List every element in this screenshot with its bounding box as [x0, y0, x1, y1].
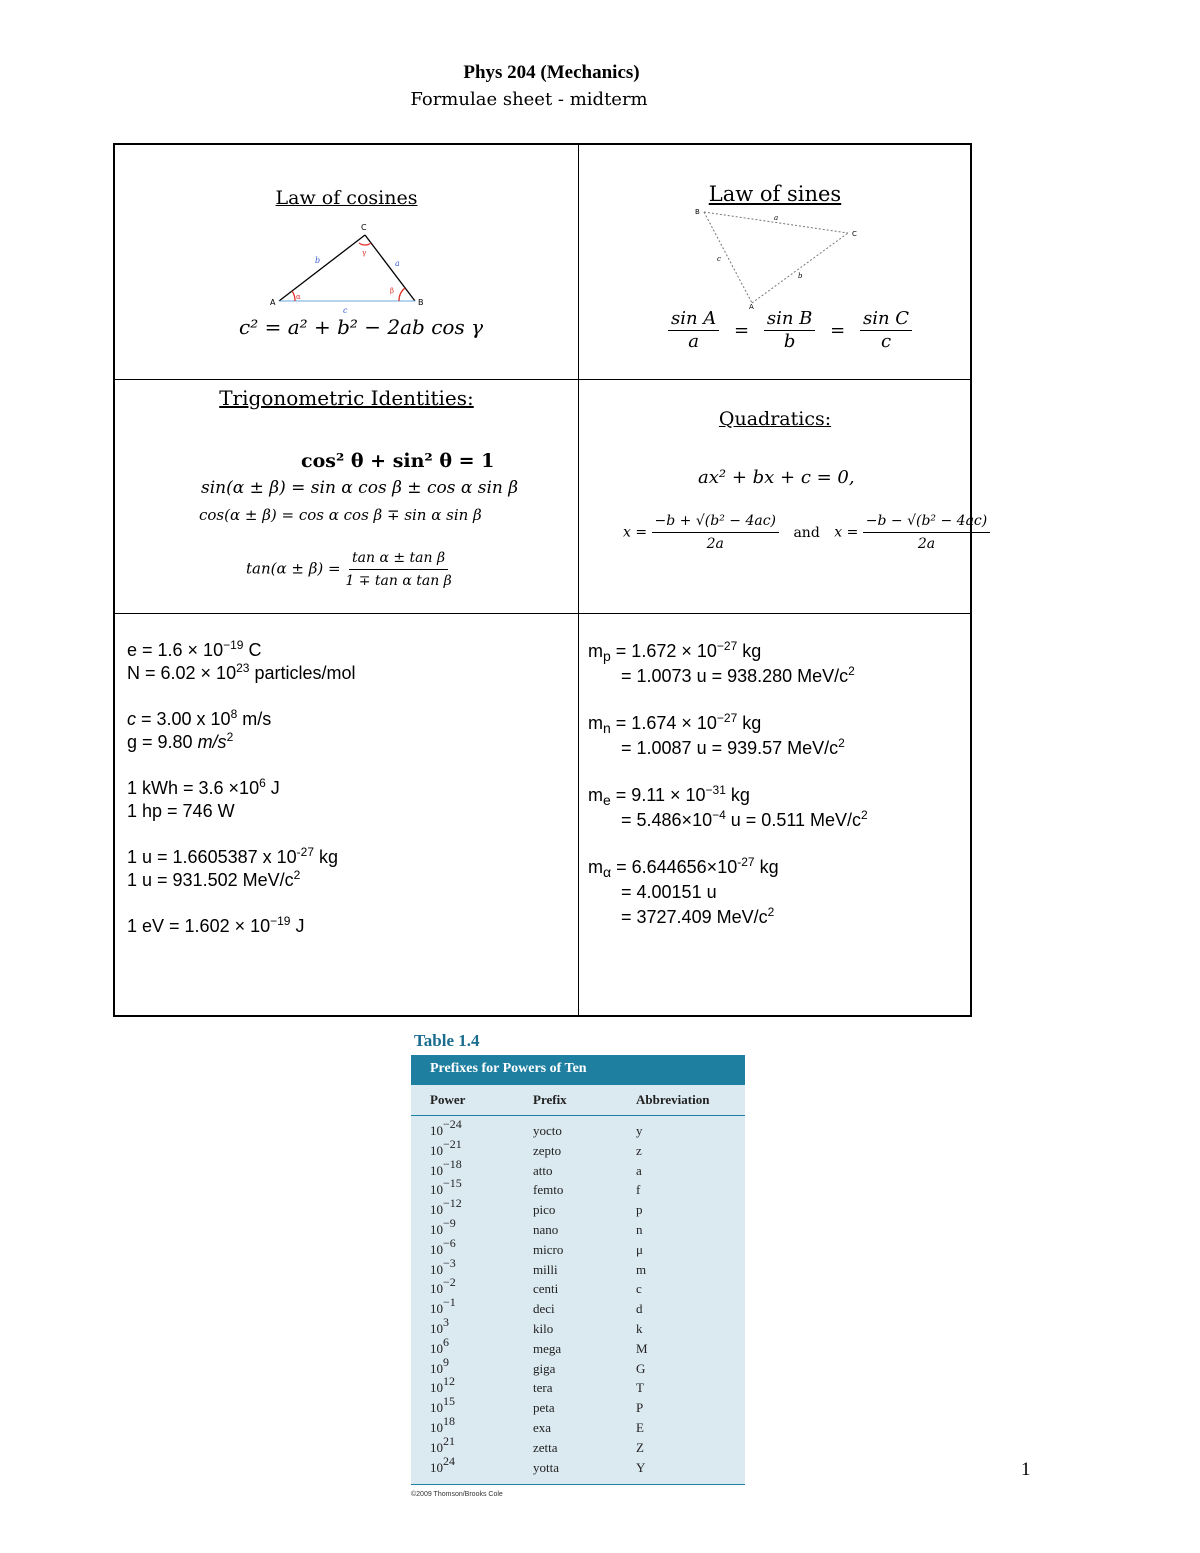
power-cell: $10^{-15}$: [430, 1176, 462, 1198]
table-row: [411, 1196, 745, 1220]
abbreviation-cell: d: [636, 1301, 643, 1317]
mp-value: = 1.672 × 10: [610, 641, 717, 661]
me-line2-exp: 2: [861, 808, 868, 822]
sines-cell: [578, 145, 972, 379]
sines-frac-b: [764, 308, 816, 353]
trig-tan-den: 1 ∓ tan α tan β: [345, 573, 452, 589]
me-line2-pre: = 5.486×10: [621, 810, 713, 830]
abbreviation-cell: G: [636, 1360, 646, 1376]
const-avogadro: [127, 662, 355, 685]
const-kwh-exp: 6: [259, 776, 266, 790]
const-u1-value: 1 u = 1.6605387 x 10: [127, 847, 297, 867]
power-cell: $10^3$: [430, 1314, 449, 1336]
sines-den-c: c: [880, 331, 892, 352]
power-cell: $10^{-12}$: [430, 1196, 462, 1218]
table-row: [411, 1295, 745, 1319]
root1-den: 2a: [706, 536, 724, 552]
table-row: [411, 1453, 745, 1478]
power-cell: $10^{21}$: [430, 1433, 455, 1455]
vertex-C-label: C: [361, 223, 367, 232]
me-sub: e: [603, 792, 611, 808]
trig-cos-sum: cos(α ± β) = cos α cos β ∓ sin α sin β: [199, 506, 482, 524]
angle-alpha-label: α: [296, 293, 301, 301]
const-electron-volt: [127, 915, 355, 938]
root2-den: 2a: [917, 536, 936, 552]
trig-tan-num: tan α ± tan β: [349, 547, 448, 570]
prefix-table-body: [411, 1085, 745, 1485]
const-u1-unit: kg: [314, 847, 339, 867]
angle-beta-label: β: [390, 287, 395, 295]
prefix-cell: tera: [533, 1380, 553, 1396]
const-e-value: e = 1.6 × 10: [127, 640, 224, 660]
sines-num-c: sin C: [860, 308, 912, 331]
header-power: Power: [430, 1092, 466, 1107]
sines-formula: [668, 308, 912, 353]
sines-side-b-label: b: [798, 272, 803, 280]
table-row: [411, 1413, 745, 1438]
const-proton-mass: [588, 639, 868, 664]
grid-divider-row2: [115, 613, 970, 614]
abbreviation-cell: μ: [636, 1241, 643, 1257]
const-e-unit: C: [243, 640, 262, 660]
trig-sin-sum: sin(α ± β) = sin α cos β ± cos α sin β: [201, 478, 519, 498]
mp-symbol: m: [588, 641, 603, 661]
me-line2-mid-exp: −4: [712, 808, 726, 822]
root1-frac: [652, 510, 779, 555]
abbreviation-cell: M: [636, 1340, 648, 1356]
prefix-table-rows: [411, 1116, 745, 1477]
prefix-cell: pico: [533, 1202, 556, 1218]
sines-den-b: b: [783, 331, 796, 352]
power-cell: $10^{24}$: [430, 1453, 455, 1475]
table-row: [411, 1235, 745, 1260]
quadratics-cell: [578, 379, 988, 613]
sines-heading: Law of sines: [708, 182, 842, 206]
const-g-exp: 2: [226, 730, 234, 744]
prefix-table-header: [411, 1085, 745, 1116]
me-unit: kg: [725, 785, 750, 805]
constants-left: [127, 639, 355, 938]
mn-sub: n: [603, 720, 611, 736]
prefix-cell: yocto: [533, 1123, 562, 1138]
const-alpha-mass: [588, 855, 868, 880]
power-cell: $10^{-21}$: [430, 1136, 462, 1158]
trig-pythagorean: cos² θ + sin² θ = 1: [301, 450, 495, 472]
abbreviation-cell: p: [636, 1202, 643, 1218]
trig-cell: [115, 379, 578, 613]
sines-den-a: a: [688, 331, 700, 352]
mn-unit: kg: [737, 713, 762, 733]
table-row: [411, 1394, 745, 1418]
const-u2-value: 1 u = 931.502 MeV/c: [127, 870, 294, 890]
prefix-cell: peta: [533, 1400, 555, 1416]
prefix-cell: mega: [533, 1340, 562, 1356]
const-neutron-mass: [588, 711, 868, 736]
const-c-unit: m/s: [237, 709, 272, 729]
prefix-table-caption: Table 1.4: [414, 1031, 480, 1050]
ma-line3: = 3727.409 MeV/c: [621, 907, 768, 927]
root2-num: −b − √(b² − 4ac): [863, 510, 990, 533]
prefix-cell: giga: [533, 1360, 556, 1376]
quadratic-roots: [623, 510, 990, 555]
mn-symbol: m: [588, 713, 603, 733]
prefix-table-title-band: Prefixes for Powers of Ten: [411, 1055, 745, 1085]
mn-exp: −27: [716, 711, 738, 725]
angle-gamma-label: γ: [362, 249, 367, 257]
const-alpha-mass-u: = 4.00151 u: [621, 882, 717, 902]
abbreviation-cell: c: [636, 1281, 642, 1297]
me-symbol: m: [588, 785, 603, 805]
vertex-A-label: A: [270, 298, 276, 307]
abbreviation-cell: a: [636, 1162, 642, 1178]
sines-num-a: sin A: [668, 308, 719, 331]
cosines-heading: Law of cosines: [275, 187, 418, 209]
mp-line2: = 1.0073 u = 938.280 MeV/c: [621, 666, 849, 686]
power-cell: $10^{-3}$: [430, 1255, 456, 1277]
sines-vertex-C-label: C: [852, 230, 857, 238]
abbreviation-cell: y: [636, 1123, 643, 1138]
const-u1-exp: -27: [296, 845, 314, 859]
mn-line2-exp: 2: [838, 736, 845, 750]
mn-value: = 1.674 × 10: [610, 713, 717, 733]
const-e-exp: −19: [223, 638, 244, 652]
const-alpha-mass-energy: [588, 905, 868, 930]
const-speed-of-light: [127, 708, 355, 731]
table-row: [411, 1354, 745, 1379]
root2-x-eq: x =: [834, 524, 859, 541]
const-hp: 1 hp = 746 W: [127, 801, 235, 821]
prefix-table-credit: ©2009 Thomson/Brooks Cole: [411, 1491, 503, 1498]
const-ev-value: 1 eV = 1.602 × 10: [127, 916, 271, 936]
ma-sub: α: [603, 864, 612, 880]
side-a-label: a: [395, 259, 400, 268]
abbreviation-cell: T: [636, 1380, 644, 1396]
root2-frac: [863, 510, 990, 555]
page-title: Phys 204 (Mechanics): [463, 62, 640, 83]
power-cell: $10^{15}$: [430, 1394, 455, 1416]
abbreviation-cell: z: [636, 1142, 642, 1158]
power-cell: $10^{-18}$: [430, 1156, 462, 1178]
mn-line2: = 1.0087 u = 939.57 MeV/c: [621, 738, 839, 758]
prefix-table: [411, 1031, 745, 1498]
me-line2-post: u = 0.511 MeV/c: [725, 810, 862, 830]
const-N-exp: 23: [236, 661, 250, 675]
ma-exp: -27: [737, 855, 755, 869]
prefix-cell: atto: [533, 1162, 553, 1178]
me-exp: −31: [705, 783, 726, 797]
ma-unit: kg: [754, 857, 779, 877]
const-kwh-unit: J: [265, 778, 280, 798]
abbreviation-cell: Y: [636, 1459, 646, 1475]
power-cell: $10^{12}$: [430, 1374, 455, 1396]
const-proton-mass-energy: [588, 664, 868, 689]
sines-side-a-label: a: [774, 214, 779, 222]
mp-line2-exp: 2: [848, 664, 855, 678]
formula-grid: [113, 143, 988, 1017]
root1-num: −b + √(b² − 4ac): [652, 510, 779, 533]
sines-equals-2: =: [830, 319, 846, 341]
power-cell: $10^{18}$: [430, 1413, 455, 1435]
prefix-cell: micro: [533, 1241, 564, 1257]
const-electron-charge: [127, 639, 355, 662]
abbreviation-cell: k: [636, 1320, 643, 1336]
mp-sub: p: [603, 648, 611, 664]
trig-tan-frac: [345, 547, 451, 592]
cosines-cell: [115, 145, 578, 379]
power-cell: $10^{-1}$: [430, 1295, 456, 1317]
power-cell: $10^{-2}$: [430, 1275, 456, 1297]
sines-frac-a: [668, 308, 719, 353]
const-c-symbol: c: [127, 709, 136, 729]
page-number: 1: [1021, 1459, 1031, 1480]
prefix-cell: milli: [533, 1261, 558, 1277]
page-subtitle: Formulae sheet - midterm: [410, 89, 648, 110]
cosines-formula: c² = a² + b² − 2ab cos γ: [239, 315, 484, 339]
prefix-cell: centi: [533, 1281, 559, 1297]
table-row: [411, 1314, 745, 1339]
const-electron-mass-energy: [588, 808, 868, 833]
roots-and: and: [793, 524, 820, 541]
abbreviation-cell: P: [636, 1400, 644, 1416]
sines-frac-c: [860, 308, 912, 353]
header-abbreviation: Abbreviation: [636, 1092, 710, 1107]
const-electron-mass: [588, 783, 868, 808]
constants-right: [588, 639, 868, 930]
mp-unit: kg: [737, 641, 762, 661]
ma-line3-exp: 2: [767, 905, 775, 919]
sines-equals-1: =: [734, 319, 750, 341]
table-row: [411, 1374, 745, 1398]
table-row: [411, 1255, 745, 1280]
side-b-label: b: [315, 256, 321, 265]
const-ev-exp: −19: [270, 914, 291, 928]
sines-vertex-A-label: A: [749, 303, 754, 311]
ma-symbol: m: [588, 857, 603, 877]
const-gravity: [127, 731, 355, 754]
const-c-exp: 8: [230, 707, 238, 721]
sines-num-b: sin B: [764, 308, 816, 331]
mp-exp: −27: [716, 639, 738, 653]
prefix-cell: femto: [533, 1182, 564, 1198]
vertex-B-label: B: [418, 298, 424, 307]
const-N-value: N = 6.02 × 10: [127, 663, 237, 683]
side-c-label: c: [343, 306, 348, 315]
prefix-cell: yotta: [533, 1459, 559, 1475]
sines-side-c-label: c: [717, 255, 721, 263]
header-prefix: Prefix: [533, 1092, 567, 1107]
const-kwh: [127, 777, 355, 800]
const-ev-unit: J: [290, 916, 305, 936]
const-u2-exp: 2: [293, 868, 301, 882]
ma-value: = 6.644656×10: [611, 857, 738, 877]
prefix-cell: zepto: [533, 1142, 562, 1158]
cosines-triangle-diagram: [265, 221, 425, 315]
sines-vertex-B-label: B: [695, 208, 700, 216]
power-cell: $10^6$: [430, 1334, 449, 1356]
const-N-unit: particles/mol: [249, 663, 356, 683]
const-kwh-value: 1 kWh = 3.6 ×10: [127, 778, 260, 798]
abbreviation-cell: f: [636, 1182, 641, 1198]
me-value: = 9.11 × 10: [610, 785, 706, 805]
abbreviation-cell: E: [636, 1419, 644, 1435]
const-g-unit: m/s: [197, 732, 227, 752]
table-row: [411, 1275, 745, 1299]
quadratic-equation: ax² + bx + c = 0,: [698, 467, 855, 488]
trig-tan-left: tan(α ± β) =: [246, 559, 341, 578]
table-row: [411, 1215, 745, 1240]
const-c-value: = 3.00 x 10: [136, 709, 231, 729]
prefix-cell: exa: [533, 1419, 552, 1435]
power-cell: $10^{-6}$: [430, 1235, 456, 1257]
const-neutron-mass-energy: [588, 736, 868, 761]
prefix-cell: nano: [533, 1221, 559, 1237]
table-row: [411, 1334, 745, 1359]
prefix-cell: deci: [533, 1301, 555, 1317]
table-row: [411, 1433, 745, 1458]
prefix-cell: kilo: [533, 1320, 554, 1336]
abbreviation-cell: n: [636, 1221, 643, 1237]
power-cell: $10^{-9}$: [430, 1215, 456, 1237]
const-amu-kg: [127, 846, 355, 869]
root1-x-eq: x =: [623, 524, 648, 541]
trig-tan-sum: [246, 547, 452, 592]
abbreviation-cell: Z: [636, 1439, 644, 1455]
const-g-value: g = 9.80: [127, 732, 198, 752]
const-amu-mev: [127, 869, 355, 892]
prefix-cell: zetta: [533, 1439, 558, 1455]
power-cell: $10^{-24}$: [430, 1117, 462, 1138]
sines-triangle-diagram: [688, 203, 863, 309]
abbreviation-cell: m: [636, 1261, 647, 1277]
trig-heading: Trigonometric Identities:: [219, 386, 474, 410]
quadratics-heading: Quadratics:: [718, 408, 832, 430]
power-cell: $10^9$: [430, 1354, 449, 1376]
